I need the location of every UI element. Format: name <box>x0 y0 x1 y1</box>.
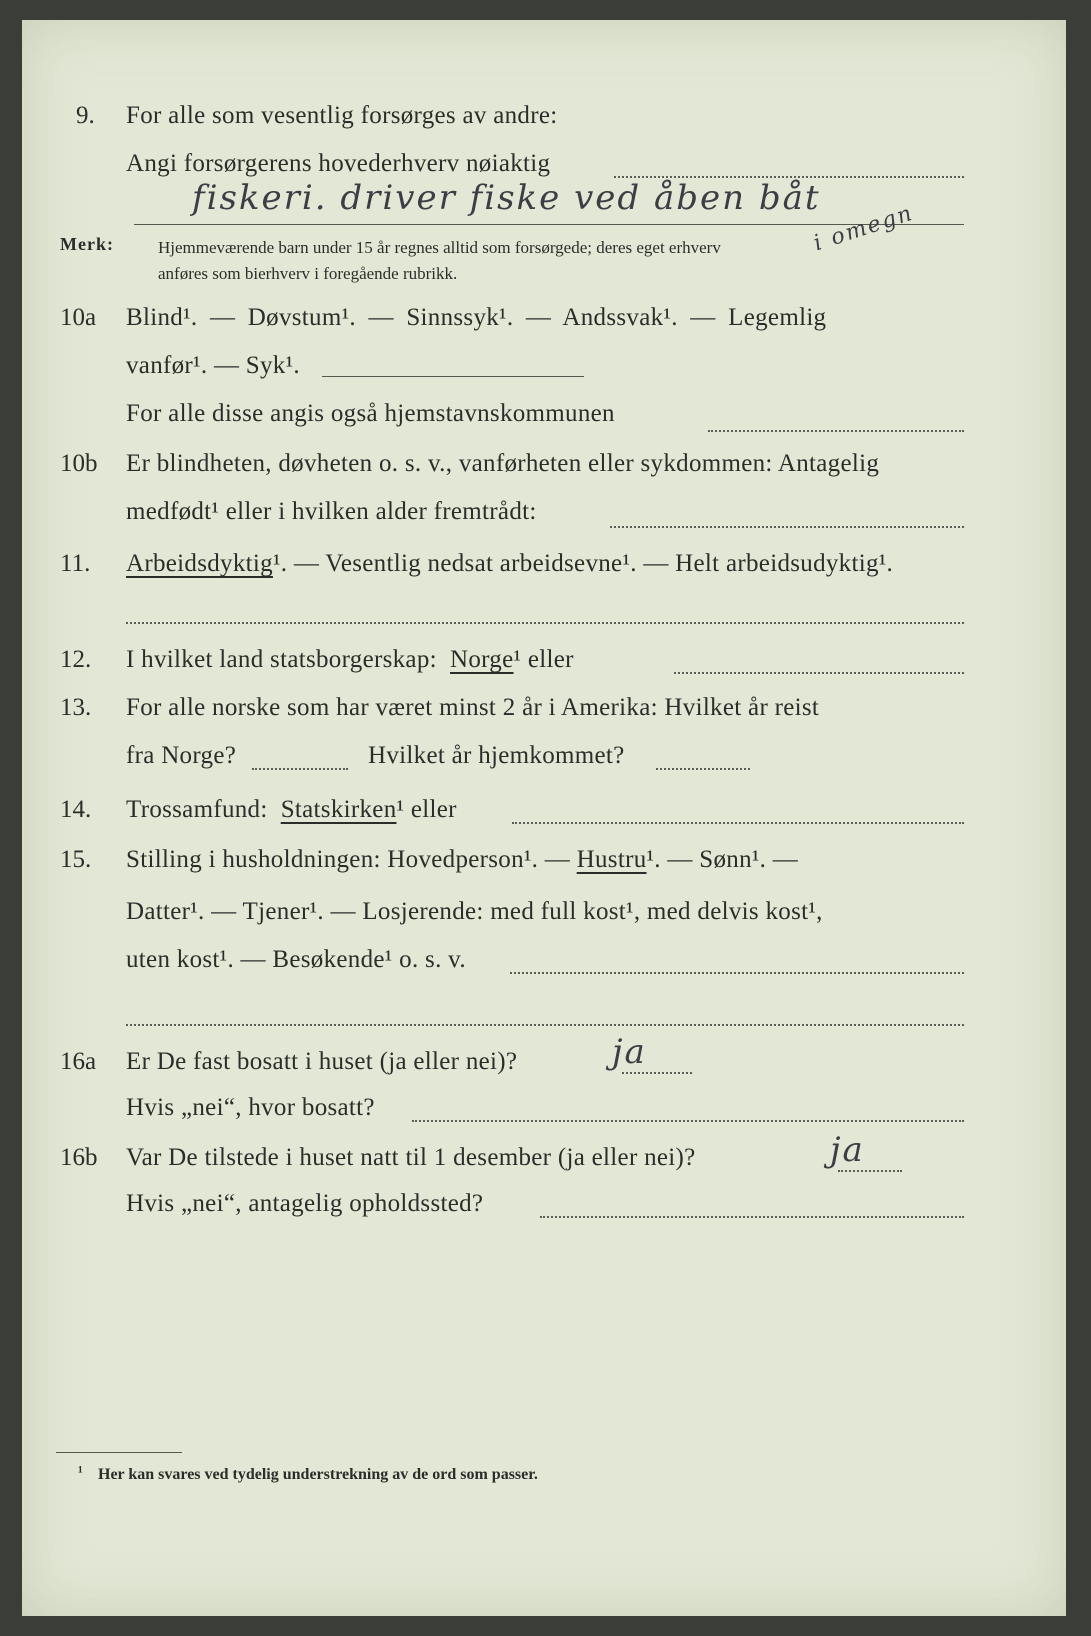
q9-handwritten-answer: fiskeri. driver fiske ved åben båt <box>192 178 821 218</box>
q10b-number: 10b <box>60 450 98 477</box>
q16a-answer-line[interactable] <box>622 1072 692 1074</box>
q15-question-line2: Datter¹. — Tjener¹. — Losjerende: med full kost¹, med delvis kost¹, <box>126 898 823 925</box>
q12-label: I hvilket land statsborgerskap: <box>126 646 437 673</box>
merk-note-line2: anføres som bierhverv i foregående rubrikk. <box>158 264 458 283</box>
q10b-question-line2: medfødt¹ eller i hvilken alder fremtrådt: <box>126 498 537 525</box>
q14-option-statskirken-selected[interactable]: Statskirken <box>280 796 397 823</box>
q12-number: 12. <box>60 646 92 673</box>
q9-number: 9. <box>76 102 95 129</box>
q13-reist-line[interactable] <box>252 768 348 770</box>
q10a-question-line2: vanfør¹. — Syk¹. <box>126 352 300 379</box>
q10a-answer-line[interactable] <box>322 376 584 377</box>
q10a-question-line3: For alle disse angis også hjemstavnskommunen <box>126 400 615 427</box>
q13-question: For alle norske som har været minst 2 år i Amerika: Hvilket år reist <box>126 694 820 721</box>
q10b-answer-line[interactable] <box>610 526 964 528</box>
q16a-handwritten-answer: ja <box>612 1032 647 1072</box>
q11-answer-line[interactable] <box>126 622 964 624</box>
q16b-opholdssted-line[interactable] <box>540 1216 964 1218</box>
q12-option-norge-selected[interactable]: Norge <box>449 646 514 673</box>
footnote-text: Her kan svares ved tydelig understrekning av de ord som passer. <box>98 1466 538 1483</box>
q15-answer-line-2[interactable] <box>126 1024 964 1026</box>
census-form-page <box>22 20 1066 1616</box>
q16b-handwritten-answer: ja <box>830 1130 865 1170</box>
q16a-question-line2: Hvis „nei“, hvor bosatt? <box>126 1094 375 1121</box>
q15-line1a: Stilling i husholdningen: Hovedperson¹. — <box>126 846 571 873</box>
q12-question <box>126 646 574 674</box>
q16a-bosatt-line[interactable] <box>412 1120 964 1122</box>
q16b-answer-line[interactable] <box>838 1170 902 1172</box>
q14-question <box>126 796 457 824</box>
q10a-hjemstavn-line[interactable] <box>708 430 964 432</box>
q11-option-arbeidsdyktig-selected[interactable]: Arbeidsdyktig <box>126 550 273 577</box>
q13-reist-label: fra Norge? <box>126 742 237 769</box>
q12-tail: ¹ eller <box>513 646 574 673</box>
q9-question: For alle som vesentlig forsørges av andre: <box>126 102 558 129</box>
q16a-number: 16a <box>60 1048 97 1075</box>
footnote-divider <box>56 1452 182 1453</box>
q15-line1b: ¹. — Sønn¹. — <box>646 846 799 873</box>
q11-options-rest: ¹. — Vesentlig nedsat arbeidsevne¹. — Helt arbeidsudyktig¹. <box>272 550 894 577</box>
q16a-question: Er De fast bosatt i huset (ja eller nei)? <box>126 1048 518 1075</box>
q13-number: 13. <box>60 694 92 721</box>
q14-label: Trossamfund: <box>126 796 268 823</box>
q16b-number: 16b <box>60 1144 98 1171</box>
q13-hjemkommet-line[interactable] <box>656 768 750 770</box>
merk-note-line1: Hjemmeværende barn under 15 år regnes alltid som forsørgede; deres eget erhverv <box>158 238 721 257</box>
footnote-mark: ¹ <box>78 1464 83 1481</box>
q9-handwritten-extra: i omegn <box>810 200 917 257</box>
q10a-question: Blind¹. — Døvstum¹. — Sinnssyk¹. — Andssvak¹. — Legemlig <box>126 304 827 331</box>
q10a-number: 10a <box>60 304 97 331</box>
q16b-question: Var De tilstede i huset natt til 1 desember (ja eller nei)? <box>126 1144 696 1171</box>
merk-label: Merk: <box>60 234 114 254</box>
q9-question-line2: Angi forsørgerens hovederhverv nøiaktig <box>126 150 551 177</box>
q12-answer-line[interactable] <box>674 672 964 674</box>
q11-question <box>126 550 893 578</box>
q15-number: 15. <box>60 846 92 873</box>
q15-option-hustru-selected[interactable]: Hustru <box>576 846 647 873</box>
q11-number: 11. <box>60 550 91 577</box>
q14-number: 14. <box>60 796 92 823</box>
q14-answer-line[interactable] <box>512 822 964 824</box>
q14-tail: ¹ eller <box>396 796 457 823</box>
q16b-question-line2: Hvis „nei“, antagelig opholdssted? <box>126 1190 484 1217</box>
q15-question-line3: uten kost¹. — Besøkende¹ o. s. v. <box>126 946 466 973</box>
q15-answer-line[interactable] <box>510 972 964 974</box>
q15-question <box>126 846 798 874</box>
q13-hjemkommet-label: Hvilket år hjemkommet? <box>368 742 625 769</box>
q10b-question: Er blindheten, døvheten o. s. v., vanførheten eller sykdommen: Antagelig <box>126 450 880 477</box>
